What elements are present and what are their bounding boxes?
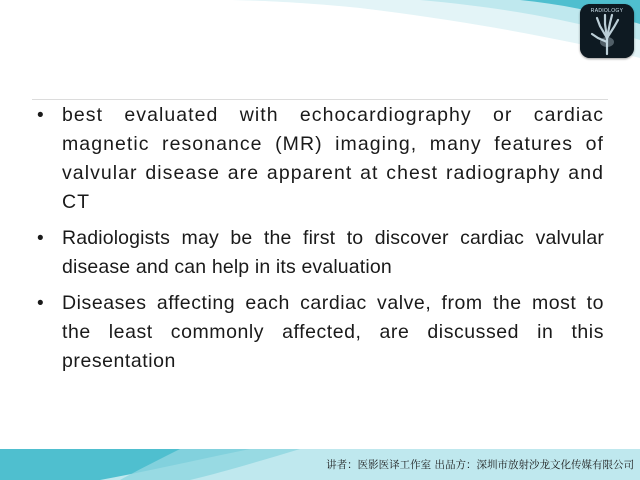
bullet-list bbox=[36, 101, 604, 383]
logo-label: RADIOLOGY bbox=[590, 8, 624, 14]
bullet-item-2: • Radiologists may be the first to discover cardiac valvular disease and can help in its evaluation bbox=[36, 224, 604, 282]
bullet-item-3: • Diseases affecting each cardiac valve, from the most to the least commonly affected, are discussed in this presentation bbox=[36, 289, 604, 376]
header-swoosh bbox=[0, 0, 640, 90]
radiology-app-logo bbox=[580, 4, 634, 58]
title-divider bbox=[32, 99, 608, 100]
bullet-item-1: • best evaluated with echocardiography or cardiac magnetic resonance (MR) imaging, many features of valvular disease are apparent at chest radiography and CT bbox=[36, 101, 604, 217]
footer-credit: 讲者：医影医译工作室 出品方：深圳市放射沙龙文化传媒有限公司 bbox=[326, 459, 634, 471]
